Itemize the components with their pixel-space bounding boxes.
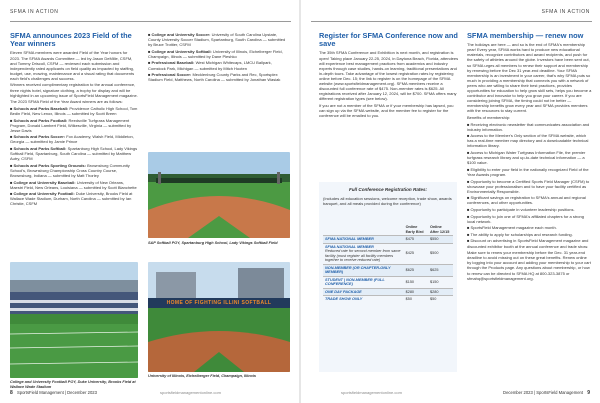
winner-entry: ■ College and University Football: Duke University, Brooks Field at Wallace Wade Stadium, Durham, North Carolina — submitted by Ian Christie, CSFM <box>10 191 133 207</box>
winner-entry: ■ Schools and Parks Football: Reedsville Turfgrass Management Program, Donald Lambert Field, Wilkesville, Virginia — submitted by Jesse Davis <box>10 117 132 133</box>
winner-entry: ■ College and University Baseball: University of New Orleans, Maestri Field, New Orleans, Louisiana — submitted by Scott Blanchette <box>10 179 137 190</box>
benefit-item: ■ Opportunity to join one of SFMA's affiliated chapters for a strong local network. <box>467 213 584 224</box>
softball-field-photo <box>148 152 290 238</box>
rate-label-cell <box>323 243 404 264</box>
winner-category: College and University Baseball: <box>13 179 76 185</box>
winner-detail: University of Illinois, Eichelberger Field, Champaign, Illinois — submitted by Dane Pleshko <box>148 48 283 59</box>
folio <box>10 390 97 396</box>
winner-detail: University of New Orleans, Maestri Field, New Orleans, Louisiana — submitted by Scott Blanchette <box>10 179 137 190</box>
winner-category: Schools and Parks Soccer: <box>13 134 66 140</box>
winner-detail: Fox Academy, Walsh Field, Middleton, Georgia — submitted by Jamie Prince <box>10 134 134 145</box>
winner-entry: ■ Schools and Parks Baseball: Providence Catholic High School, Tom Bedin Field, New Lenox, Illinois — submitted by Scott Breen <box>10 105 138 116</box>
winner-category: Professional Baseball: <box>151 60 195 66</box>
benefit-item: ■ Eligibility to enter your field in the nationally recognized Field of the Year Awards program. <box>467 166 589 177</box>
membership-headline: SFMA membership — renew now <box>467 31 584 40</box>
winners-list <box>148 32 290 82</box>
rate-after: $550 <box>428 236 453 244</box>
benefit-text: SportsField Management magazine each month. <box>470 225 557 231</box>
winner-detail: Spartanburg High School, Lady Vikings Softball Field, Spartanburg, South Carolina — submitted by Matthew Autry, CSFM <box>10 146 138 162</box>
winners-list <box>10 106 138 207</box>
benefit-item: ■ Access to the Member's Only section of the SFMA website, which has a real-time member map directory and a downloadable technical information library. <box>467 133 589 149</box>
rate-early-bird: $425 <box>404 243 428 264</box>
rate-after: $150 <box>428 276 453 288</box>
benefit-text: Access to Michigan Water Turfgrass Information File, the premier turfgrass research library and up-to-date technical information — a $100 value. <box>467 150 586 166</box>
rate-after: $625 <box>428 264 453 276</box>
page-number: 9 <box>587 390 590 396</box>
benefit-text: Opportunity to join one of SFMA's affiliated chapters for a strong local network. <box>467 213 584 224</box>
article-paragraph: Eleven SFMA members were awarded Field of the Year honors for 2023. The SFMA Awards Committee — led by Jason DeMille, CSFM, and Tommy Driscoll, CSFM — reviewed each submission and independently rated applicants on field quality as impacted by staffing, budget, use, mowing, maintenance and a visual rating that documents each field's challenges and success. <box>10 50 135 81</box>
benefit-item: ■ Opportunity to participate in volunteer leadership positions. <box>467 207 575 213</box>
stadium-banner: HOME OF FIGHTING ILLINI SOFTBALL <box>166 300 272 306</box>
winner-category: Schools and Parks Baseball: <box>13 105 69 111</box>
winner-entry: ■ Schools and Parks Sporting Grounds: Brownsburg Community School's, Brownsburg Championship Cross Country Course, Brownsburg, Indiana — submitted by Matt Thorley <box>10 162 130 178</box>
winner-category: College and University Soccer: <box>151 32 211 37</box>
rate-early-bird: $150 <box>404 276 428 288</box>
rates-row <box>323 276 453 288</box>
benefit-item: ■ Opportunity to become a Certified Sports Field Manager (CSFM) to showcase your professionalism and to have your facility certified as Environmentally Responsible. <box>467 178 590 194</box>
conference-paragraph: The 35th SFMA Conference and Exhibition is next month, and registration is open! Taking place January 22-25, 2024, in Daytona Beach, Florida, attendees will experience best management practices from academics and industry experts through case studies, hands-on learning, traditional presentations and in-depth tours. Take advantage of the lowest registration rates by registering online before Dec. 15; the link to register is on the homepage of the SFMA website (www.sportsfieldmanagement.org). SFMA members receive a discounted full conference rate of $475. Non-member rates is $625. All registrations received after January 12, 2024, will be $700. SFMA offers many different registration types (see below). <box>319 50 459 102</box>
winner-detail: Providence Catholic High School, Tom Bedin Field, New Lenox, Illinois — submitted by Scott Breen <box>10 105 138 116</box>
rates-row <box>323 288 453 296</box>
winner-category: College and University Football: <box>13 191 75 197</box>
rate-label: NON-MEMBER (OR CHAPTER-ONLY MEMBER) <box>325 265 391 274</box>
rate-label-cell <box>323 288 404 296</box>
winner-detail: West Michigan Whitecaps, LMCU Ballpark, Comstock Park, Michigan — submitted by Mitch Hooten <box>148 60 272 71</box>
rate-label: SFMA NATIONAL MEMBER <box>325 237 374 241</box>
winner-category: Schools and Parks Sporting Grounds: <box>13 162 86 168</box>
rates-callout-body: (Includes all education sessions, welcome reception, trade show, awards banquet, and all meals provided during the conference) <box>323 196 452 206</box>
folio-title: SportsField Management | December 2023 <box>16 390 97 395</box>
left-page <box>0 0 299 403</box>
rate-description: Reduced rate for second member from same facility (must register all facility members together to receive reduced rate) <box>325 249 401 262</box>
rate-label: SFMA NATIONAL MEMBER <box>325 244 374 249</box>
benefit-text: Receiving electronic newsletter that communicates association and industry information. <box>467 121 590 132</box>
rate-after: $280 <box>428 288 453 296</box>
rate-early-bird: $280 <box>404 288 428 296</box>
illinois-photo-caption: University of Illinois, Eichelberger Field, Champaign, Illinois <box>148 374 257 378</box>
membership-paragraph: The holidays are here — and so is the end of SFMA's membership year! Every year, SFMA works hard to produce new educational materials, recognize contributors and award recipients, and push for the safety of athletes around the globe. Investors have been sent out, so SFMA urges all members to renew their support and membership by renewing before the Dec 31 year-end deadline. Your SFMA membership is an investment in your career, that's why SFMA puts so much in providing a membership that connects you with a network of peers who are willing to share their best practices, provides opportunities for education to help grow skill sets, helps you become a contributor and innovator to help you grow your career. If you are considering joining SFMA, the timing could not be better — membership benefits grow every year and SFMA provides members with the resources to stay current. <box>467 42 592 114</box>
rate-label-cell <box>323 276 404 288</box>
winner-entry: ■ College and University Softball: University of Illinois, Eichelberger Field, Champaign, Illinois — submitted by Dane Pleshko <box>148 48 283 59</box>
conference-paragraph: If you are not a member of the SFMA or if your membership has lapsed, you can sign up via the SFMA website, and the member fee to register for the conference will be emailed to you. <box>319 102 454 119</box>
article-paragraph: Winners received complimentary registration to the annual conference, three nights hotel, signature clothing, a trophy for display and will be highlighted in an upcoming issue of SportsField Management magazine. <box>10 82 138 98</box>
footer-url[interactable]: sportsfieldmanagementonline.com <box>160 390 221 395</box>
rate-label: TRADE SHOW ONLY <box>325 297 363 301</box>
rate-label-cell <box>323 264 404 276</box>
benefit-text: Opportunity to become a Certified Sports Field Manager (CSFM) to showcase your professionalism and to have your facility certified as Environmentally Responsible. <box>467 178 590 194</box>
winner-entry: ■ Professional Soccer: Mecklenburg County Parks and Rec, Sportsplex Stadium Field, Matthews, North Carolina — submitted by Jonathan Wasiak <box>148 72 281 83</box>
rate-label: STUDENT | NON-MEMBER (FULL CONFERENCE) <box>325 277 385 286</box>
rates-row <box>323 264 453 276</box>
rate-early-bird: $625 <box>404 264 428 276</box>
winner-entry: ■ Schools and Parks Softball: Spartanburg High School, Lady Vikings Softball Field, Spartanburg, South Carolina — submitted by Matthew Autry, CSFM <box>10 146 138 162</box>
benefit-text: Eligibility to enter your field in the nationally recognized Field of the Year Awards program. <box>467 166 589 177</box>
rates-table <box>323 224 453 303</box>
benefit-text: Significant savings on registration to SFMA's annual and regional conferences, and other opportunities. <box>467 195 586 206</box>
rate-early-bird: $475 <box>404 236 428 244</box>
benefit-item: ■ Significant savings on registration to SFMA's annual and regional conferences, and other opportunities. <box>467 195 586 206</box>
page-number: 8 <box>10 390 13 396</box>
winner-entry: ■ Professional Baseball: West Michigan Whitecaps, LMCU Ballpark, Comstock Park, Michigan — submitted by Mitch Hooten <box>148 60 272 71</box>
rate-after: $50 <box>428 296 453 303</box>
football-photo-caption: College and University Football POY, Duke University, Brooks Field at Wallace Wade Stadium <box>10 380 136 389</box>
rates-callout-title: Full Conference Registration Rates: <box>348 187 428 192</box>
benefit-text: Discount on advertising in SportsField Management magazine and discounted exhibitor booth at the annual conference and trade show. <box>467 238 589 249</box>
rates-header-cell: Online After 12/15 <box>429 225 450 234</box>
membership-closing: Make sure to renew your membership before the Dec. 31 year-end deadline to avoid missing out on these great benefits. Renew online by logging into your account and adding your membership to your cart through the Products page. Any questions about membership, or how to renew can be directed to SFMA HQ at 800-323-3875 or sfmahq@sportsfieldmanagement.org. <box>467 250 591 281</box>
rate-label: ONE DAY PACKAGE <box>325 289 362 294</box>
winner-detail: Brownsburg Community School's, Brownsburg Championship Cross Country Course, Brownsburg, Indiana — submitted by Matt Thorley <box>10 162 130 178</box>
winner-entry: ■ Schools and Parks Soccer: Fox Academy, Walsh Field, Middleton, Georgia — submitted by Jamie Prince <box>10 134 134 145</box>
benefit-text: Access to the Member's Only section of the SFMA website, which has a real-time member map directory and a downloadable technical information library. <box>467 133 589 149</box>
benefit-text: Opportunity to participate in volunteer leadership positions. <box>470 207 575 213</box>
membership-paragraph: Benefits of membership: <box>467 115 511 121</box>
illinois-softball-photo <box>148 262 290 372</box>
rates-row <box>323 296 453 303</box>
conference-column <box>319 32 459 120</box>
section-label: SFMA IN ACTION <box>541 9 590 15</box>
winner-category: Professional Soccer: <box>151 72 192 78</box>
benefit-item: ■ Discount on advertising in SportsField Management magazine and discounted exhibitor booth at the annual conference and trade show. <box>467 238 589 249</box>
folio <box>503 390 590 396</box>
membership-column <box>467 32 592 282</box>
article-paragraph: The 2023 SFMA Field of the Year Award winners are as follows: <box>10 99 123 105</box>
winner-detail: Mecklenburg County Parks and Rec, Sportsplex Stadium Field, Matthews, North Carolina — submitted by Jonathan Wasiak <box>148 72 281 83</box>
winner-detail: Duke University, Brooks Field at Wallace Wade Stadium, Durham, North Carolina — submitted by Ian Christie, CSFM <box>10 191 133 207</box>
section-label: SFMA IN ACTION <box>10 9 59 15</box>
winner-category: College and University Softball: <box>151 48 212 54</box>
rates-header-cell <box>323 224 404 236</box>
header-rule <box>10 21 291 22</box>
rates-header-cell: Online Early Bird <box>405 225 424 234</box>
winner-category: Schools and Parks Softball: <box>13 146 67 151</box>
rate-label-cell <box>323 296 404 303</box>
conference-headline: Register for SFMA Conference now and save <box>319 31 458 49</box>
rate-label-cell <box>323 236 404 244</box>
benefit-item: ■ Access to Michigan Water Turfgrass Information File, the premier turfgrass research library and up-to-date technical information — a $100 value. <box>467 150 586 166</box>
benefit-item: ■ SportsField Management magazine each month. <box>467 225 557 231</box>
folio-title: December 2023 | SportsField Management <box>503 390 584 395</box>
rate-after: $500 <box>428 243 453 264</box>
winner-category: Schools and Parks Football: <box>13 117 68 123</box>
article-column-2 <box>148 32 290 84</box>
article-column-1 <box>10 32 138 208</box>
winner-entry: ■ College and University Soccer: University of South Carolina Upstate, County University Soccer Stadium, Spartanburg, South Carolina — submitted by Bruce Trottier, CSFM <box>148 32 286 48</box>
winner-detail: Reedsville Turfgrass Management Program, Donald Lambert Field, Wilkesville, Virginia — submitted by Jesse Davis <box>10 117 132 133</box>
football-stadium-photo <box>10 262 138 378</box>
article-headline: SFMA announces 2023 Field of the Year winners <box>10 31 132 49</box>
rate-early-bird: $50 <box>404 296 428 303</box>
rates-row <box>323 236 453 244</box>
rates-row <box>323 243 453 264</box>
footer-url[interactable]: sportsfieldmanagementonline.com <box>341 390 402 395</box>
rates-table-header <box>323 224 453 236</box>
benefit-item: ■ The ability to apply for scholarships and research funding. <box>467 231 573 237</box>
softball-photo-caption: S&P Softball POY, Spartanburg High School, Lady Vikings Softball Field <box>148 241 278 245</box>
winner-detail: University of South Carolina Upstate, County University Soccer Stadium, Spartanburg, South Carolina — submitted by Bruce Trottier, CSFM <box>148 32 286 48</box>
benefits-list <box>467 122 592 249</box>
header-rule <box>311 21 592 22</box>
benefit-item: ■ Receiving electronic newsletter that communicates association and industry information. <box>467 121 590 132</box>
benefit-text: The ability to apply for scholarships and research funding. <box>470 231 573 237</box>
